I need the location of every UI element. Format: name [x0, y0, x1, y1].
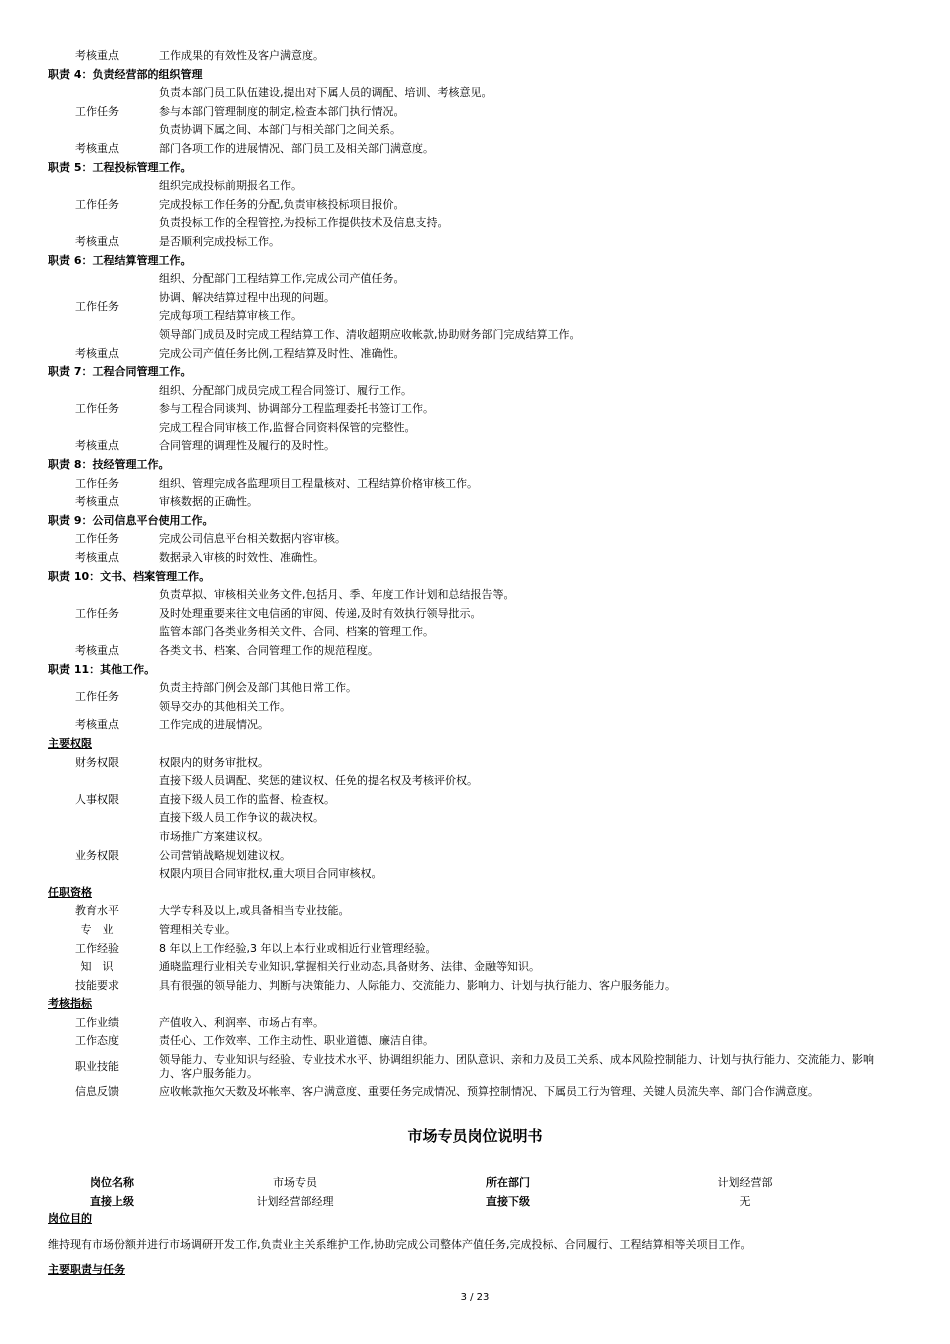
qualification-value: 大学专科及以上,或具备相当专业技能。 — [159, 904, 350, 918]
kpi-row — [48, 1032, 888, 1051]
authority-item-list — [159, 828, 888, 884]
qualification-value: 具有很强的领导能力、判断与决策能力、人际能力、交流能力、影响力、计划与执行能力、客户服务能力。 — [159, 978, 676, 992]
subordinate-label: 直接下级 — [486, 1195, 530, 1209]
duty-title: 职责 7：工程合同管理工作。 — [48, 365, 192, 379]
kpi-label: 工作态度 — [75, 1034, 119, 1048]
authority-item: 权限内项目合同审批权,重大项目合同审核权。 — [159, 867, 383, 881]
assessment-item-list — [159, 716, 888, 735]
task-label: 工作任务 — [75, 104, 119, 118]
authority-item: 公司营销战略规划建议权。 — [159, 848, 291, 862]
task-item: 协调、解决结算过程中出现的问题。 — [159, 290, 335, 304]
task-item: 组织完成投标前期报名工作。 — [159, 179, 302, 193]
kpi-row — [48, 1014, 888, 1033]
task-row — [48, 177, 888, 233]
assessment-row — [48, 716, 888, 735]
task-item: 负责草拟、审核相关业务文件,包括月、季、年度工作计划和总结报告等。 — [159, 588, 515, 602]
kpi-value-list — [159, 1032, 888, 1051]
duty-title: 职责 11：其他工作。 — [48, 662, 156, 676]
duty-title: 职责 4：负责经营部的组织管理 — [48, 67, 203, 81]
task-row — [48, 84, 888, 140]
task-item-list — [159, 84, 888, 140]
assessment-item-list — [159, 140, 888, 159]
assessment-item: 完成公司产值任务比例,工程结算及时性、准确性。 — [159, 346, 405, 360]
qualification-value: 8 年以上工作经验,3 年以上本行业或相近行业管理经验。 — [159, 941, 437, 955]
task-item: 领导交办的其他相关工作。 — [159, 699, 291, 713]
kpi-value-list — [159, 1014, 888, 1033]
assessment-item: 部门各项工作的进展情况、部门员工及相关部门满意度。 — [159, 141, 434, 155]
assessment-row — [48, 642, 888, 661]
task-item: 及时处理重要来往文电信函的审阅、传递,及时有效执行领导批示。 — [159, 606, 482, 620]
kpi-label: 信息反馈 — [75, 1085, 119, 1099]
task-item: 负责主持部门例会及部门其他日常工作。 — [159, 681, 357, 695]
assessment-label: 考核重点 — [75, 495, 119, 509]
task-item: 参与本部门管理制度的制定,检查本部门执行情况。 — [159, 104, 405, 118]
job-name-label: 岗位名称 — [90, 1176, 134, 1190]
task-item-list — [159, 530, 888, 549]
authority-row — [48, 754, 888, 773]
duty-title: 职责 5：工程投标管理工作。 — [48, 160, 192, 174]
task-item-list — [159, 177, 888, 233]
qualification-row — [48, 977, 888, 996]
assessment-item: 数据录入审核的时效性、准确性。 — [159, 551, 324, 565]
authority-item: 直接下级人员调配、奖惩的建议权、任免的提名权及考核评价权。 — [159, 774, 478, 788]
qualification-value-list — [159, 902, 888, 921]
task-item: 完成公司信息平台相关数据内容审核。 — [159, 532, 346, 546]
assessment-row — [48, 345, 888, 364]
task-item: 完成工程合同审核工作,监督合同资料保管的完整性。 — [159, 420, 416, 434]
kpi-value-list — [159, 1083, 888, 1102]
task-label: 工作任务 — [75, 300, 119, 314]
job-name-value: 市场专员 — [273, 1176, 317, 1190]
kpi-value: 产值收入、利润率、市场占有率。 — [159, 1015, 324, 1029]
authority-label: 业务权限 — [75, 848, 119, 862]
qualification-value-list — [159, 921, 888, 940]
kpi-row — [48, 1051, 888, 1083]
authority-item: 直接下级人员工作的监督、检查权。 — [159, 792, 335, 806]
qualification-value-list — [159, 940, 888, 959]
task-row — [48, 679, 888, 716]
dept-value: 计划经营部 — [717, 1176, 773, 1190]
task-label: 工作任务 — [75, 197, 119, 211]
task-label: 工作任务 — [75, 532, 119, 546]
task-item-list — [159, 270, 888, 344]
qualification-value-list — [159, 977, 888, 996]
task-label: 工作任务 — [75, 690, 119, 704]
qualification-value: 管理相关专业。 — [159, 922, 236, 936]
duty-title: 职责 9：公司信息平台使用工作。 — [48, 513, 214, 527]
duty-title: 职责 8：技经管理工作。 — [48, 458, 170, 472]
authority-label: 人事权限 — [75, 792, 119, 806]
authority-heading: 主要权限 — [48, 736, 92, 750]
kpi-label: 工作业绩 — [75, 1015, 119, 1029]
authority-item: 直接下级人员工作争议的裁决权。 — [159, 811, 324, 825]
assessment-item: 各类文书、档案、合同管理工作的规范程度。 — [159, 644, 379, 657]
task-item-list — [159, 475, 888, 494]
qualification-label: 技能要求 — [75, 978, 119, 992]
assessment-row — [48, 549, 888, 568]
boss-label: 直接上级 — [90, 1195, 134, 1209]
assessment-item-list — [159, 233, 888, 252]
assessment-label: 考核重点 — [75, 551, 119, 565]
kpi-value-list — [159, 1051, 888, 1083]
authority-row — [48, 772, 888, 828]
assessment-row — [48, 437, 888, 456]
assessment-label: 考核重点 — [75, 141, 119, 155]
authority-label: 财务权限 — [75, 755, 119, 769]
qualification-label: 知 识 — [80, 960, 114, 974]
qualification-row — [48, 921, 888, 940]
task-item: 监管本部门各类业务相关文件、合同、档案的管理工作。 — [159, 625, 434, 639]
kpi-value: 责任心、工作效率、工作主动性、职业道德、廉洁自律。 — [159, 1034, 434, 1048]
qualification-heading: 任职资格 — [48, 885, 92, 899]
authority-item-list — [159, 754, 888, 773]
kpi-heading: 考核指标 — [48, 997, 92, 1011]
task-item: 负责协调下属之间、本部门与相关部门之间关系。 — [159, 123, 401, 137]
assessment-item: 工作完成的进展情况。 — [159, 718, 269, 732]
boss-value: 计划经营部经理 — [256, 1195, 334, 1209]
row-value: 工作成果的有效性及客户满意度。 — [159, 49, 324, 62]
assessment-label: 考核重点 — [75, 439, 119, 453]
qualification-row — [48, 940, 888, 959]
assessment-item-list — [159, 493, 888, 512]
purpose-heading: 岗位目的 — [48, 1212, 92, 1225]
task-item: 负责投标工作的全程管控,为投标工作提供技术及信息支持。 — [159, 216, 449, 230]
task-label: 工作任务 — [75, 402, 119, 416]
assessment-label: 考核重点 — [75, 346, 119, 360]
qualification-label: 专 业 — [80, 922, 114, 936]
task-item-list — [159, 679, 888, 716]
page-number: 3 / 23 — [460, 1292, 490, 1303]
assessment-item-list — [159, 437, 888, 456]
task-label: 工作任务 — [75, 476, 119, 490]
task-label: 工作任务 — [75, 606, 119, 620]
qualification-value-list — [159, 958, 888, 977]
task-item-list — [159, 382, 888, 438]
qualification-label: 教育水平 — [75, 904, 119, 918]
qualification-value: 通晓监理行业相关专业知识,掌握相关行业动态,具备财务、法律、金融等知识。 — [159, 960, 540, 974]
duty-title: 职责 10：文书、档案管理工作。 — [48, 569, 211, 583]
authority-row — [48, 828, 888, 884]
task-row — [48, 270, 888, 344]
task-item: 完成每项工程结算审核工作。 — [159, 309, 302, 323]
assessment-item-list — [159, 345, 888, 364]
task-row — [48, 475, 888, 494]
task-row — [48, 586, 888, 642]
qualification-section — [48, 884, 888, 996]
task-row — [48, 530, 888, 549]
assessment-label: 考核重点 — [75, 234, 119, 248]
assessment-label: 考核重点 — [75, 718, 119, 732]
authority-item-list — [159, 772, 888, 828]
assessment-item-list — [159, 642, 888, 661]
authority-section — [48, 735, 888, 884]
qualification-label: 工作经验 — [75, 941, 119, 955]
job-info-table — [48, 1174, 888, 1212]
task-item-list — [159, 586, 888, 642]
task-item: 组织、分配部门成员完成工程合同签订、履行工作。 — [159, 383, 412, 397]
assessment-item: 审核数据的正确性。 — [159, 495, 258, 509]
task-row — [48, 382, 888, 438]
kpi-value: 应收帐款拖欠天数及坏帐率、客户满意度、重要任务完成情况、预算控制情况、下属员工行为管理、关键人员流失率、部门合作满意度。 — [159, 1085, 819, 1099]
authority-item: 市场推广方案建议权。 — [159, 829, 269, 843]
kpi-label: 职业技能 — [75, 1060, 119, 1074]
duties-heading: 主要职责与任务 — [48, 1263, 125, 1276]
assessment-row — [48, 47, 888, 66]
duties-list — [48, 66, 888, 735]
task-item: 领导部门成员及时完成工程结算工作、清收超期应收帐款,协助财务部门完成结算工作。 — [159, 327, 581, 341]
assessment-row — [48, 493, 888, 512]
row-label: 考核重点 — [75, 49, 119, 62]
page-title: 市场专员岗位说明书 — [407, 1127, 543, 1145]
qualification-row — [48, 958, 888, 977]
purpose-text: 维持现有市场份额并进行市场调研开发工作,负责业主关系维护工作,协助完成公司整体产值任务,完成投标、合同履行、工程结算相等关项目工作。 — [48, 1238, 752, 1251]
task-item: 完成投标工作任务的分配,负责审核投标项目报价。 — [159, 197, 405, 211]
subordinate-value: 无 — [739, 1195, 751, 1209]
assessment-item: 是否顺利完成投标工作。 — [159, 234, 280, 248]
document-body — [48, 47, 888, 1102]
dept-label: 所在部门 — [486, 1176, 530, 1190]
task-item: 负责本部门员工队伍建设,提出对下属人员的调配、培训、考核意见。 — [159, 86, 493, 100]
qualification-row — [48, 902, 888, 921]
kpi-section — [48, 995, 888, 1101]
assessment-item-list — [159, 549, 888, 568]
assessment-row — [48, 140, 888, 159]
task-item: 参与工程合同谈判、协调部分工程监理委托书签订工作。 — [159, 402, 434, 416]
assessment-label: 考核重点 — [75, 644, 119, 657]
assessment-item: 合同管理的调理性及履行的及时性。 — [159, 439, 335, 453]
kpi-value: 领导能力、专业知识与经验、专业技术水平、协调组织能力、团队意识、亲和力及员工关系、成本风险控制能力、计划与执行能力、交流能力、影响力、客户服务能力。 — [159, 1053, 874, 1081]
assessment-row — [48, 233, 888, 252]
task-item: 组织、管理完成各监理项目工程量核对、工程结算价格审核工作。 — [159, 476, 478, 490]
kpi-row — [48, 1083, 888, 1102]
task-item: 组织、分配部门工程结算工作,完成公司产值任务。 — [159, 272, 405, 286]
duty-title: 职责 6：工程结算管理工作。 — [48, 253, 192, 267]
authority-item: 权限内的财务审批权。 — [159, 755, 269, 769]
